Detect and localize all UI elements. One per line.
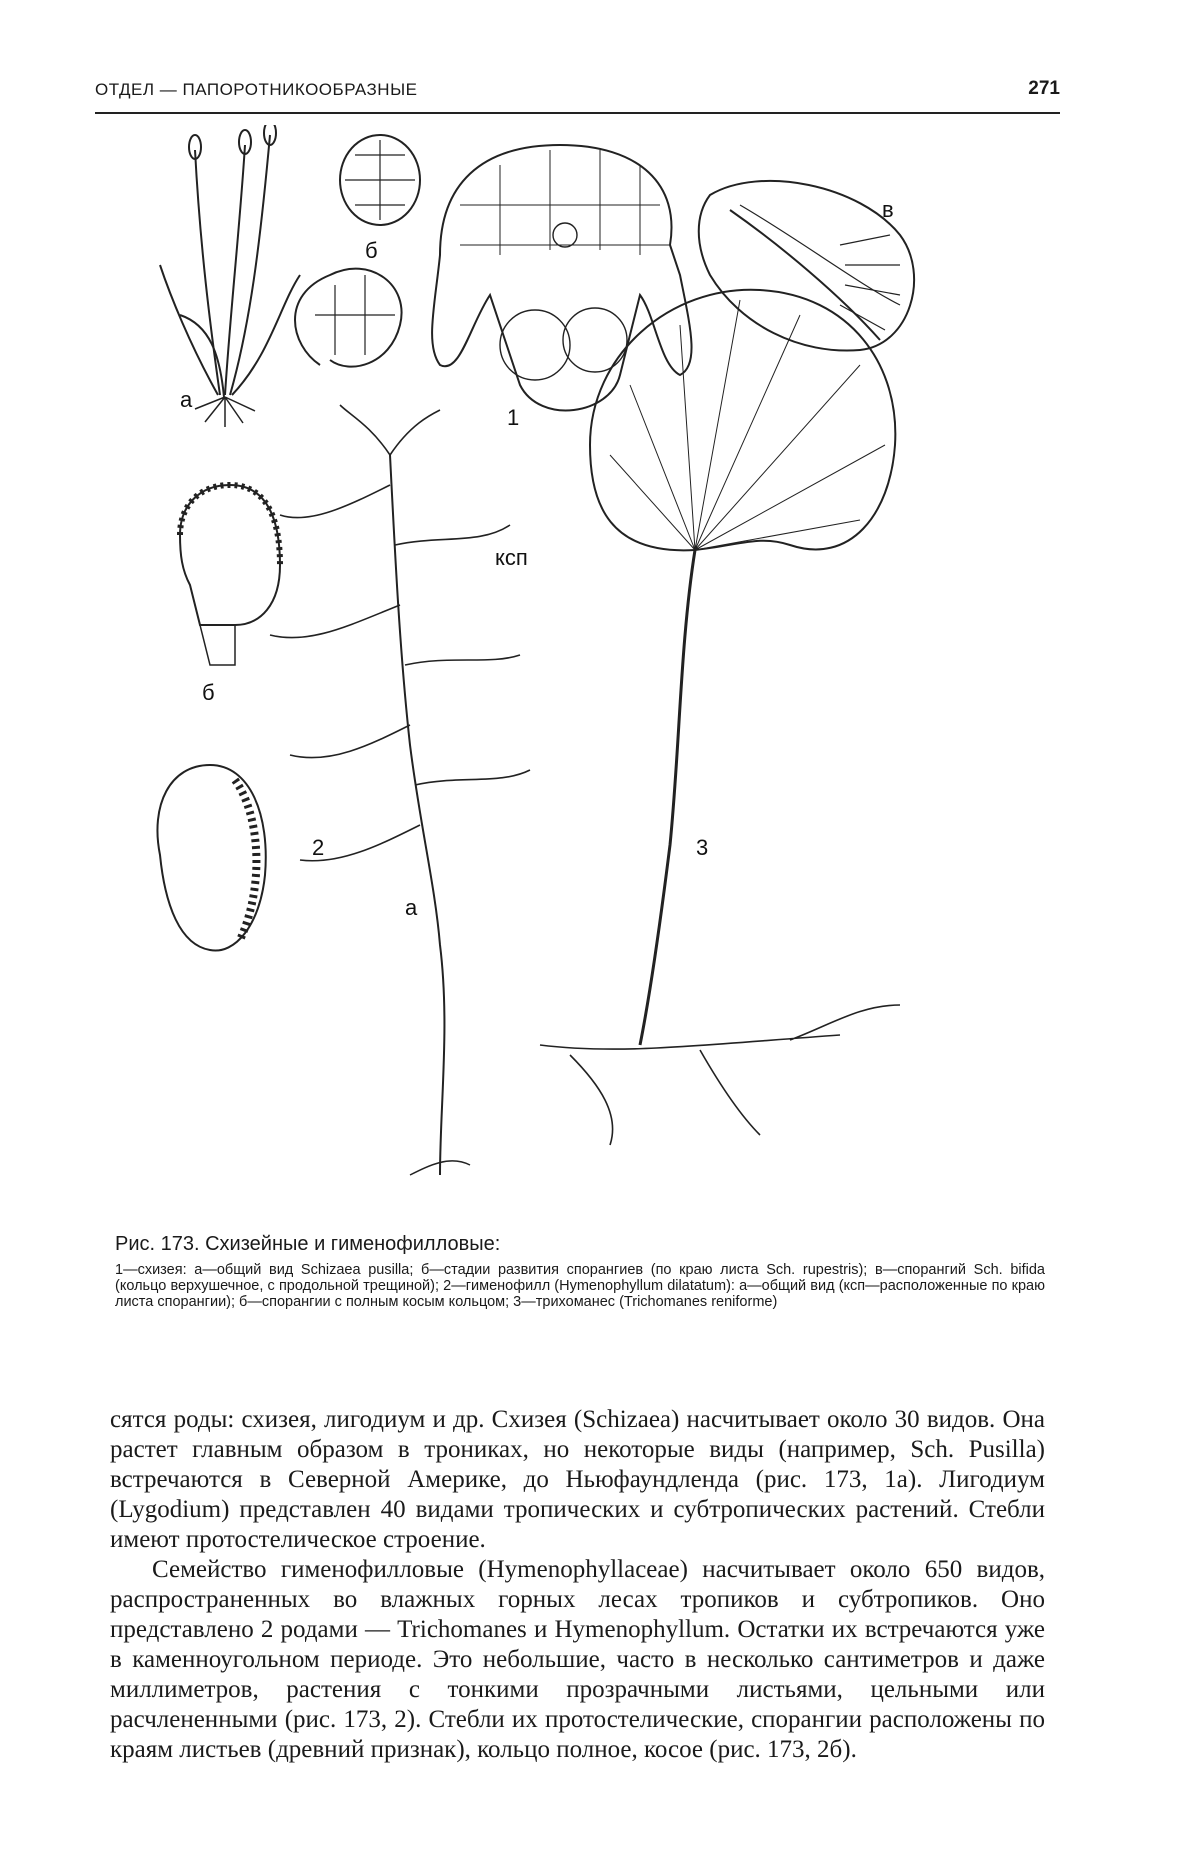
caption-body: 1—схизея: а—общий вид Schizaea pusilla; б—стадии развития спорангиев (по краю листа Sch. rupestris); в—спорангий Sch. bifida (кольцо верхушечное, с продольной трещиной); 2—гименофилл (Hymenophyllum dilatatum): а—общий вид (ксп—расположенные по краю листа спорангии); б—спорангии с полным косым кольцом; 3—трихоманес (Trichomanes reniforme) (115, 1262, 1045, 1310)
hymenophyllum-sporangium-top-drawing (180, 485, 280, 665)
figure-173 (140, 125, 1040, 1230)
page-number: 271 (1028, 78, 1060, 99)
page-header (95, 80, 1060, 114)
figure-caption (115, 1233, 1045, 1310)
body-text (110, 1405, 1045, 1765)
label-1b: б (365, 238, 378, 263)
schizaea-plant-drawing (160, 125, 300, 427)
caption-title: Рис. 173. Схизейные и гименофилловые: (115, 1233, 501, 1255)
label-1v: в (882, 197, 894, 222)
paragraph-2: Семейство гименофилловые (Hymenophyllaceae) насчитывает около 650 видов, распространенных во влажных горных лесах тропиков и субтропиков. Оно представлено 2 родами — Trichomanes и Hymenophyllum. Остатки их встречаются уже в каменноугольном периоде. Это небольшие, часто в несколько сантиметров и даже миллиметров, растения с тонкими прозрачными листьями, цельными или расчлененными (рис. 173, 2). Стебли их протостелические, спорангии расположены по краям листьев (древний признак), кольцо полное, косое (рис. 173, 2б). (110, 1556, 1045, 1763)
label-3: 3 (696, 835, 709, 860)
running-title: ОТДЕЛ — ПАПОРОТНИКООБРАЗНЫЕ (95, 80, 418, 99)
label-2a: а (405, 895, 418, 920)
hymenophyllum-plant-drawing (270, 405, 530, 1175)
label-ksp: ксп (495, 545, 528, 570)
sporangia-stages-drawing (295, 135, 692, 410)
figure-illustration (140, 125, 1040, 1230)
header-rule (95, 112, 1060, 114)
trichomanes-plant-drawing (540, 290, 900, 1145)
label-2b: б (202, 680, 215, 705)
paragraph-1: сятся роды: схизея, лигодиум и др. Схизея (Schizaea) насчитывает около 30 видов. Она растет главным образом в трониках, но некоторые виды (например, Sch. Pusilla) встречаются в Северной Америке, до Ньюфаундленда (рис. 173, 1а). Лигодиум (Lygodium) представлен 40 видами тропических и субтропических растений. Стебли имеют протостелическое строение. (110, 1406, 1045, 1553)
label-1: 1 (507, 405, 520, 430)
hymenophyllum-sporangium-bottom-drawing (157, 765, 265, 951)
label-2: 2 (312, 835, 325, 860)
label-1a: а (180, 387, 193, 412)
